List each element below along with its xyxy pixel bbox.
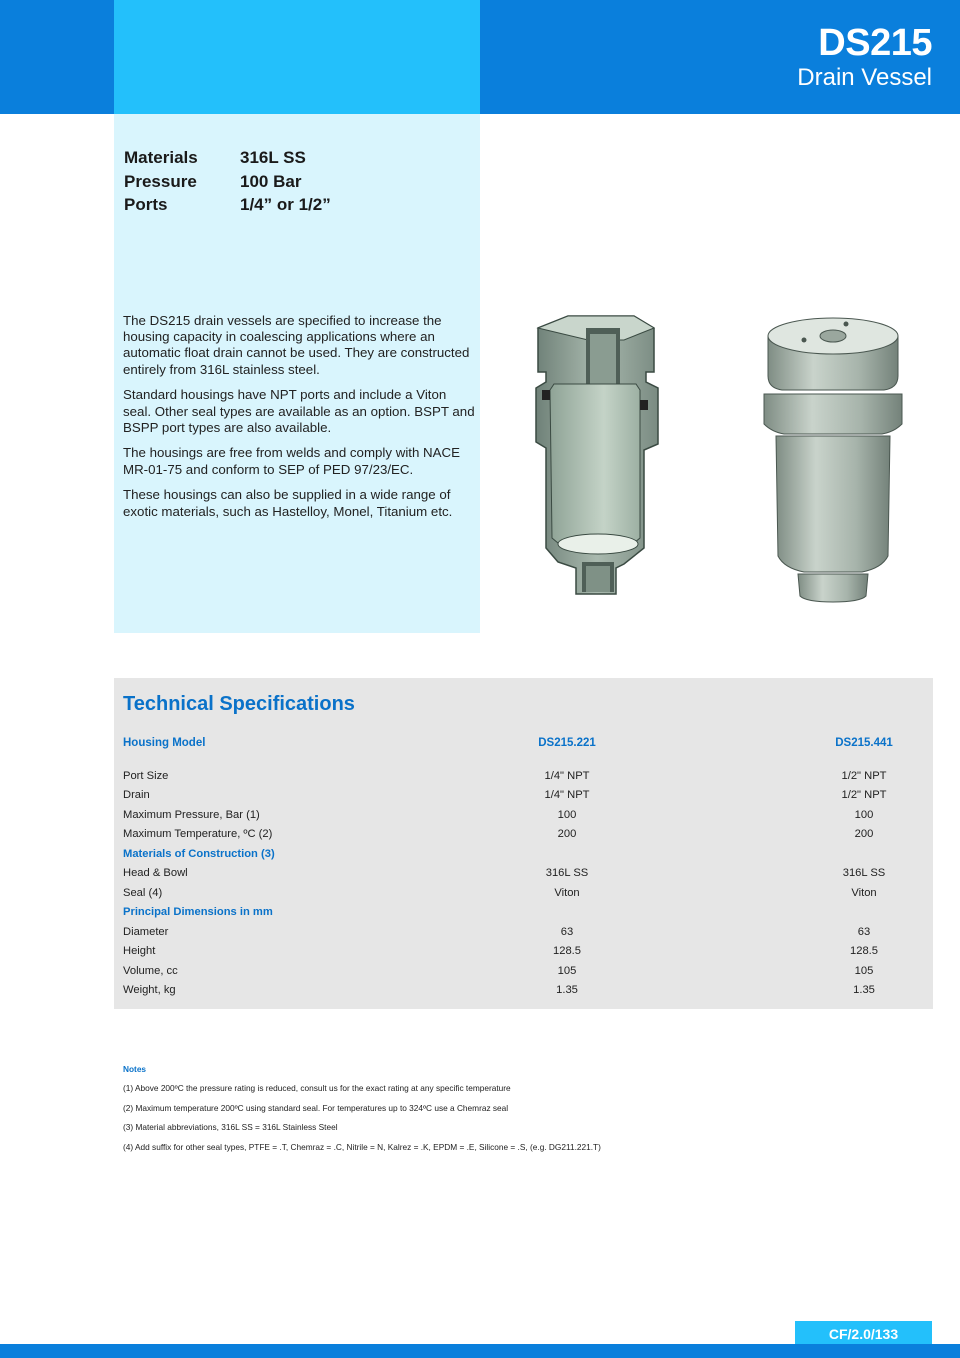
row-label: Head & Bowl xyxy=(123,867,188,880)
technical-specifications-title: Technical Specifications xyxy=(123,693,355,715)
key-spec-label: Pressure xyxy=(124,171,197,191)
table-row xyxy=(123,942,923,962)
product-description xyxy=(123,313,475,529)
table-row xyxy=(123,766,923,786)
header-model-221: DS215.221 xyxy=(538,737,596,749)
row-value: 1/4" NPT xyxy=(544,789,590,802)
note-item: (1) Above 200ºC the pressure rating is reduced, consult us for the exact rating at any specific temperature xyxy=(123,1083,511,1093)
row-label: Weight, kg xyxy=(123,984,176,997)
row-label: Diameter xyxy=(123,925,169,938)
description-paragraph: Standard housings have NPT ports and include a Viton seal. Other seal types are available as an option. BSPT and BSPP port types are also available. xyxy=(123,387,475,435)
key-spec-pressure xyxy=(124,170,331,194)
section-heading: Materials of Construction (3) xyxy=(123,847,275,860)
table-row xyxy=(123,825,923,845)
key-spec-label: Ports xyxy=(124,195,168,214)
section-heading: Principal Dimensions in mm xyxy=(123,906,273,919)
table-row xyxy=(123,864,923,884)
table-row xyxy=(123,922,923,942)
row-value: 1/2" NPT xyxy=(841,769,887,782)
row-value: 1/2" NPT xyxy=(841,789,887,802)
row-label: Maximum Temperature, ºC (2) xyxy=(123,828,273,841)
row-value: 100 xyxy=(854,808,874,821)
row-value: 200 xyxy=(557,828,577,841)
row-label: Seal (4) xyxy=(123,886,163,899)
row-value: 316L SS xyxy=(842,867,886,880)
row-label: Drain xyxy=(123,789,150,802)
description-paragraph: These housings can also be supplied in a wide range of exotic materials, such as Hastelloy, Monel, Titanium etc. xyxy=(123,487,453,519)
table-row xyxy=(123,786,923,806)
key-specs xyxy=(124,146,331,217)
note-item: (3) Material abbreviations, 316L SS = 316L Stainless Steel xyxy=(123,1122,338,1132)
table-header-row xyxy=(123,734,923,752)
key-spec-materials xyxy=(124,146,331,170)
row-label: Height xyxy=(123,945,156,958)
table-row xyxy=(123,805,923,825)
row-value: 128.5 xyxy=(553,945,581,958)
key-spec-label: Materials xyxy=(124,148,198,167)
row-value: 1.35 xyxy=(556,984,578,997)
section-heading-row xyxy=(123,844,923,864)
row-value: 105 xyxy=(854,964,874,977)
row-value: 128.5 xyxy=(850,945,878,958)
row-value: 1/4" NPT xyxy=(544,769,590,782)
key-spec-value: 100 Bar xyxy=(240,171,302,191)
description-paragraph: The housings are free from welds and comply with NACE MR-01-75 and conform to SEP of PED 97/23/EC. xyxy=(123,445,460,477)
note-item: (4) Add suffix for other seal types, PTFE = .T, Chemraz = .C, Nitrile = N, Kalrez = .K, EPDM = .E, Silicone = .S, (e.g. DG211.221.T) xyxy=(123,1141,601,1152)
key-spec-value: 316L SS xyxy=(240,148,306,167)
row-value: Viton xyxy=(851,886,877,899)
row-value: 1.35 xyxy=(853,984,875,997)
description-paragraph: The DS215 drain vessels are specified to increase the housing capacity in coalescing applications where an automatic float drain cannot be used. They are constructed entirely from 316L stainless steel. xyxy=(123,313,470,377)
product-subtitle: Drain Vessel xyxy=(797,64,932,91)
table-row xyxy=(123,883,923,903)
header-model-441: DS215.441 xyxy=(835,737,893,749)
row-label: Maximum Pressure, Bar (1) xyxy=(123,808,260,821)
row-value: Viton xyxy=(554,886,580,899)
table-row xyxy=(123,961,923,981)
exterior-vessel-illustration xyxy=(762,316,904,604)
footer-bar xyxy=(0,1344,960,1358)
key-spec-ports xyxy=(124,193,331,217)
title-block xyxy=(797,22,932,92)
header-housing-model: Housing Model xyxy=(123,737,206,749)
table-row xyxy=(123,981,923,1001)
section-heading-row xyxy=(123,903,923,923)
row-label: Volume, cc xyxy=(123,964,178,977)
row-value: 105 xyxy=(557,964,577,977)
row-value: 100 xyxy=(557,808,577,821)
cutaway-vessel-illustration xyxy=(528,312,664,598)
notes-title: Notes xyxy=(123,1064,147,1074)
row-value: 200 xyxy=(854,828,874,841)
row-value: 63 xyxy=(857,925,871,938)
row-value: 316L SS xyxy=(545,867,589,880)
product-code: DS215 xyxy=(818,22,932,64)
note-item: (2) Maximum temperature 200ºC using standard seal. For temperatures up to 324ºC use a Chemraz seal xyxy=(123,1102,509,1113)
row-value: 63 xyxy=(560,925,574,938)
notes-section xyxy=(123,1064,601,1161)
specifications-table xyxy=(123,734,923,1000)
header-accent-block xyxy=(114,0,480,114)
document-reference: CF/2.0/133 xyxy=(795,1321,932,1347)
key-spec-value: 1/4” or 1/2” xyxy=(240,195,331,214)
row-label: Port Size xyxy=(123,769,169,782)
